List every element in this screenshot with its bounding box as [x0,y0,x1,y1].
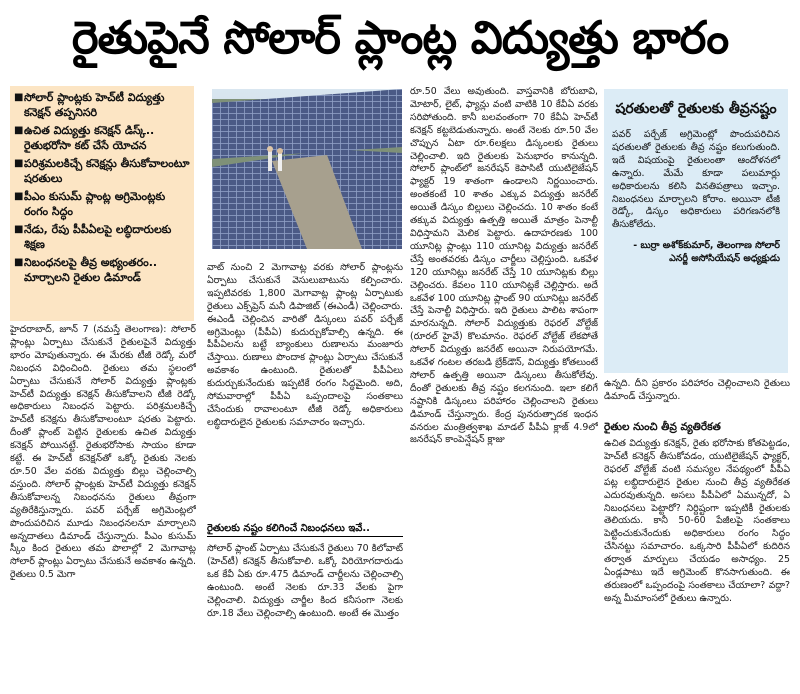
highlights-box [10,86,194,321]
bullet-icon: ■ [14,224,24,235]
quote-box-attribution: - బుర్రా అశోక్‌కుమార్, తెలంగాణ సోలార్ ఎనర్జీ అసోసియేషన్ అధ్యక్షుడు [633,240,780,265]
bullet-icon: ■ [14,92,24,103]
subheading-opposition: రైతుల నుంచి తీవ్ర వ్యతిరేకత [604,421,721,433]
quote-box-title: షరతులతో రైతులకు తీవ్రనష్టం [615,101,777,117]
highlight-item: ■ నేడు, రేపు పీపీఏలపై లబ్ధిదారులకు శిక్షణ [14,223,172,251]
highlight-item: ■ నిబంధనలపై తీవ్ర అభ్యంతరం.. మార్చాలని రైతుల డిమాండ్ [14,256,158,284]
article-column-4-top: ఉన్నది. దీని ప్రకారం పరిహారం చెల్లించాలని రైతులు డిమాండ్ చేస్తున్నారు. [604,378,790,402]
solar-panels-photo [212,89,402,249]
bullet-icon: ■ [14,257,24,268]
bullet-icon: ■ [14,125,24,136]
bullet-icon: ■ [14,158,24,169]
subheading-underline [207,536,403,537]
quote-box [604,89,788,373]
headline: రైతుపైనే సోలార్ ప్లాంట్ల విద్యుత్తు భారం [71,11,729,64]
quote-box-text: పవర్ పర్చేజ్ అగ్రిమెంట్లో పొందుపరిచిన షరతులతో రైతులకు తీవ్ర నష్టం కలుగుతుంది. ఇదే విషయంపై రైతులంతా ఆందోళనలో ఉన్నారు. మేమే కూడా పలుమార్లు అధికారులను కలిసి వినతిపత్రాలు ఇచ్చాం. నిబంధనలు మార్చాలని కోరాం. అయినా టీజీ రెడ్కో, డిస్కం అధికారులు పరిగణనలోకి తీసుకోలేదు. [612,129,780,231]
subheading-rules: రైతులకు నష్టం కలిగించే నిబంధనలు ఇవే.. [207,523,370,534]
highlight-item: ■ పరిశ్రమలకిచ్చే కనెక్షన్లు తీసుకోవాలంటూ షరతులు [14,157,190,185]
article-column-4: ఉచిత విద్యుత్తు కనెక్షన్, రైతు భరోసాకు కోతపెట్టడం, హెచ్‌టీ కనెక్షన్ తీసుకోవడం, యుటిలైజేషన్ ఫ్యాక్టర్, రెఫరల్ వోల్టేజ్ వంటి సమస్యల నేపథ్యంలో పీపీఏ పట్ల లబ్ధిదారులైన రైతుల నుంచి తీవ్ర వ్యతిరేకత ఎదురవుతున్నది. అసలు పీపీఏలో ఏమున్నదో, ఏ నిబంధనలు పెట్టారో? నిర్దిష్టంగా ఇప్పటికీ రైతులకు తెలియదు. కానీ 50-60 పేజీలపై సంతకాలు పెట్టించుకునేందుకు అధికారులు రంగం సిద్ధం చేసినట్టు సమాచారం. ఒక్కసారి పీపీఏలో కుదిరిన తర్వాత మార్పులు చేయడం అసాధ్యం. 25 ఏండ్లపాటు ఇదే అగ్రిమెంట్ కొనసాగుతుంది. ఈ తరుణంలో ఒప్పందంపై సంతకాలు చేయాలా? వద్దా? అన్న మీమాంసలో రైతులు ఉన్నారు. [604,438,790,604]
article-column-3: రూ.50 వేలు అవుతుంది. వాస్తవానికి బోరుబావి, మోటార్, లైట్, ఫ్యాన్లు వంటి వాటికి 10 కేవీఏ వరకు సరిపోతుంది. కానీ బలవంతంగా 70 కేవీఏ హెచ్‌టీ కనెక్షన్ కట్టబెడుతున్నారు. అంటే నెలకు రూ.50 వేల చొప్పున ఏటా రూ.6లక్షలు డిస్కంలకు రైతులు చెల్లించాలి. ఇది రైతులకు పెనుభారం కానున్నది. సోలార్ ప్లాంట్‌లో జనరేషన్ కెపాసిటీ యుటిలైజేషన్ ఫ్యాక్టర్ 19 శాతంగా ఉండాలని నిర్ణయించారు. అంతకంటే 10 శాతం ఎక్కువ విద్యుత్తు జనరేట్ అయితే డిస్కం బిల్లులు చెల్లించదు. 10 శాతం కంటే తక్కువ విద్యుత్తు ఉత్పత్తి అయితే మాత్రం పెనాల్టీ విధిస్తామని మెలిక పెట్టారు. ఉదాహరణకు 100 యూనిట్ల ప్లాంట్లు 110 యూనిట్ల విద్యుత్తు జనరేట్ చేస్తే అంతవరకు డిస్కం చార్జీలు చెల్లిస్తుంది. ఒకవేళ 120 యూనిట్లు జనరేట్ చేస్తే 10 యూనిట్లకు బిల్లు చెల్లించరు. కేవలం 110 యూనిట్లకే చెల్లిస్తారు. అదే ఒకవేళ 100 యూనిట్ల ప్లాంట్ 90 యూనిట్లు జనరేట్ చేస్తే పెనాల్టీ విధిస్తారు. ఇది రైతులు పాలిట శాపంగా మారనున్నది. సోలార్ విద్యుత్తుకు రెఫరల్ వోల్టేజ్ (రూరల్ హైవే) కొలమానం. రెఫరల్ వోల్టేజ్ లేకపోతే సోలార్ విద్యుత్తు జనరేట్ అయినా నిరుపయోగమే. ఒకవేళ గంటల తరబడి బ్రేక్‌డౌన్, విద్యుత్తు కోతలుంటే సోలార్ ఉత్పత్తి అయినా డిస్కంలు తీసుకోలేవు. దీంతో రైతులకు తీవ్ర నష్టం కలగనుంది. ఇలా కలిగే నష్టానికి డిస్కంలు పరిహారం చెల్లించాలని రైతులు డిమాండ్ చేస్తున్నారు. కేంద్ర పునరుత్పాదక ఇంధన వనరుల మంత్రిత్వశాఖ మాడల్ పీపీఏ క్లాజ్ 4.9లో జనరేషన్ కాంపెన్షేషన్ క్లాజు [410,86,598,446]
article-column-2b: సోలార్ ప్లాంట్ ఏర్పాటు చేసుకునే రైతులు 70 కిలోవాట్ (హెచ్‌టీ) కనెక్షన్ తీసుకోవాలి. ఒక్కో విరియోగదారుడు ఒక కేవీ ఏకు రూ.475 డిమాండ్ చార్జీలను చెల్లించాల్సి ఉంటుంది. అంటే నెలకు రూ.33 వేలకు పైగా చెల్లించాలి. విద్యుత్తు చార్జీల కింద కనీసంగా నెలకు రూ.18 వేలు చెల్లించాల్సి ఉంటుంది. అంటే ఈ మొత్తం [207,543,403,619]
article-column-2: వాట్ నుంచి 2 మెగావాట్ల వరకు సోలార్ ప్లాంట్లను ఏర్పాటు చేసుకునే వెసులుబాటును కల్పించారు. ఇప్పటివరకు 1,800 మెగావాట్ల ప్లాంట్ల ఏర్పాటుకు రైతులు ఎక్స్‌ప్రెస్ మనీ డిపాజిట్ (ఈఎండీ) చెల్లించారు. ఈఎండీ చెల్లించిన వారితో డిస్కంలు పవర్ పర్చేజ్ అగ్రిమెంట్లు (పీపీఏ) కుదుర్చుకోవాల్సి ఉన్నది. ఈ పీపీఏలను బట్టే బ్యాంకులు రుణాలను మంజూరు చేస్తాయి. రుణాలు పొందాక ప్లాంట్లు ఏర్పాటు చేసుకునే అవకాశం ఉంటుంది. రైతులతో పీపీఏలు కుదుర్చుకునేందుకు ఇప్పటికే రంగం సిద్ధమైంది. అది, సోమవారాల్లో పీపీఏ ఒప్పందాలపై సంతకాలు చేసేందుకు రావాలంటూ టీజీ రెడ్కో అధికారులు లబ్ధిదారులైన రైతులకు సమాచారం ఇచ్చారు. [207,262,403,428]
highlight-item: ■ ఉచిత విద్యుత్తు కనెక్షన్ డిస్క్.. రైతుభరోసా కట్ చేసే యోచన [14,124,155,152]
bullet-icon: ■ [14,191,24,202]
highlight-item: ■ సోలార్ ప్లాంట్లకు హెచ్‌టీ విద్యుత్తు కనెక్షన్ తప్పనిసరి [14,91,165,119]
article-column-1: హైదరాబాద్, జూన్ 7 (నమస్తే తెలంగాణ): సోలార్ ప్లాంట్లు ఏర్పాటు చేసుకునే రైతులపైనే విద్యుత్తు భారం మోపుతున్నారు. ఈ మేరకు టీజీ రెడ్కో మరో నిబంధన విధించింది. రైతులు తమ స్థలంలో ఏర్పాటు చేసుకునే సోలార్ విద్యుత్తు ప్లాంట్లకు హెచ్‌టీ విద్యుత్తు కనెక్షన్ తీసుకోవాలని టీజీ రెడ్కో అధికారులు నిబంధన పెట్టారు. పరిశ్రమలకిచ్చే హెచ్‌టీ కనెక్షను తీసుకోవాలంటూ షరతు పెట్టారు. దీంతో ప్లాంట్ పెట్టిన రైతులకు ఉచిత విద్యుత్తు కనెక్షన్ పోయినట్టే. రైతుభరోసాకు సాయం కూడా కట్టే. ఈ హెచ్‌టీ కనెక్షన్‌తో ఒక్కో రైతుకు నెలకు రూ.50 వేల వరకు విద్యుత్తు బిల్లు చెల్లించాల్సి వస్తుంది. సోలార్ ప్లాంట్లకు హెచ్‌టీ విద్యుత్తు కనెక్షన్ తీసుకోవాలన్న నిబంధనను రైతులు తీవ్రంగా వ్యతిరేకిస్తున్నారు. పవర్ పర్చేజ్ అగ్రిమెంట్లలో పొందుపరిచిన మూడు నిబంధనలనూ మార్చాలని అన్నదాతలు డిమాండ్ చేస్తున్నారు. పీఎం కుసుమ్ స్కీం కింద రైతులు తమ పొలాల్లో 2 మెగావాట్ల సోలార్ ప్లాంట్లు ఏర్పాటు చేసుకునే అవకాశం ఉన్నది. రైతులు 0.5 మెగా [10,324,196,581]
highlight-item: ■ పీఎం కుసుమ్ ప్లాంట్ల అగ్రిమెంట్లకు రంగం సిద్ధం [14,190,166,218]
